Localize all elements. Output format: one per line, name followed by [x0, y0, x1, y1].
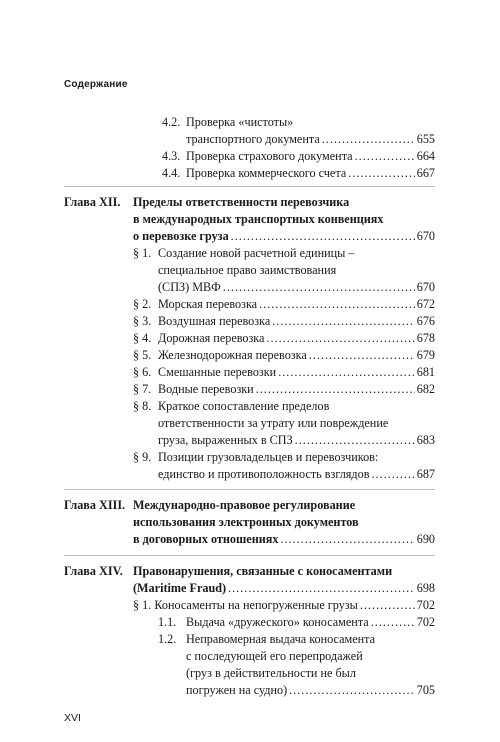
chapter-title: использования электронных документов [133, 515, 359, 529]
item-title: Проверка «чистоты» [186, 115, 294, 129]
item-title: погружен на судно) [186, 683, 288, 697]
page-number: 676 [416, 314, 435, 328]
chapter-title: Пределы ответственности перевозчика [133, 195, 350, 209]
leader-dots [266, 330, 414, 347]
section-title: специальное право заимствования [158, 263, 337, 277]
section-title: Смешанные перевозки [158, 365, 277, 379]
leader-dots [228, 580, 415, 597]
section-title: Дорожная перевозка [158, 331, 265, 345]
toc-entry[interactable] [158, 347, 435, 364]
leader-dots [371, 466, 414, 483]
item-title: (груз в действительности не был [186, 666, 356, 680]
toc-entry[interactable] [158, 466, 435, 483]
chapter-entry[interactable] [133, 228, 435, 245]
item-number: 4.4. [162, 166, 181, 180]
toc-entry[interactable] [133, 597, 435, 614]
section-title: Железнодорожная перевозка [158, 348, 307, 362]
item-number: 4.3. [162, 149, 181, 163]
leader-dots [256, 381, 415, 398]
chapter-entry[interactable] [133, 531, 435, 548]
item-number: 4.2. [162, 115, 181, 129]
item-title: транспортного документа [186, 132, 320, 146]
page-number: 655 [416, 132, 435, 146]
toc-entry[interactable] [158, 296, 435, 313]
section-number: § 4. [133, 331, 152, 345]
leader-dots [272, 313, 414, 330]
chapter-label: Глава XII. [64, 195, 121, 209]
toc-entry[interactable] [186, 165, 435, 182]
section-number: § 6. [133, 365, 152, 379]
section-number: § 9. [133, 450, 152, 464]
page-number: 690 [416, 532, 435, 546]
section-title: ответственности за утрату или повреждение [158, 416, 389, 430]
page-folio: XVI [64, 712, 81, 724]
chapter-title: в договорных отношениях [133, 532, 279, 546]
chapter-title: (Maritime Fraud) [133, 581, 227, 595]
toc-entry[interactable] [158, 364, 435, 381]
section-number: § 2. [133, 297, 152, 311]
leader-dots [259, 296, 415, 313]
chapter-title: Правонарушения, связанные с коносаментами [133, 564, 393, 578]
leader-dots [231, 228, 415, 245]
leader-dots [322, 131, 415, 148]
chapter-title: Международно-правовое регулирование [133, 498, 356, 512]
chapter-title: в международных транспортных конвенциях [133, 212, 384, 226]
page-number: 670 [416, 229, 435, 243]
page-number: 698 [416, 581, 435, 595]
section-title: Воздушная перевозка [158, 314, 271, 328]
section-divider [64, 489, 435, 490]
leader-dots [223, 279, 415, 296]
page-number: 678 [416, 331, 435, 345]
page-number: 683 [416, 433, 435, 447]
leader-dots [280, 531, 414, 548]
section-title: Создание новой расчетной единицы – [158, 246, 355, 260]
page-number: 705 [416, 683, 435, 697]
toc-entry[interactable] [158, 330, 435, 347]
toc-entry[interactable] [186, 148, 435, 165]
item-title: Выдача «дружеского» коносамента [186, 615, 369, 629]
page-number: 681 [416, 365, 435, 379]
section-title: Морская перевозка [158, 297, 258, 311]
section-title: единство и противоположность взглядов [158, 467, 370, 481]
section-number: § 7. [133, 382, 152, 396]
section-title: Позиции грузовладельцев и перевозчиков: [158, 450, 379, 464]
leader-dots [309, 347, 415, 364]
chapter-label: Глава XIV. [64, 564, 123, 578]
toc-entry[interactable] [186, 614, 435, 631]
toc-entry[interactable] [158, 432, 435, 449]
item-number: 1.1. [158, 615, 177, 629]
toc-entry[interactable] [158, 381, 435, 398]
page-number: 702 [416, 598, 435, 612]
running-head: Содержание [64, 79, 128, 90]
section-title: груза, выраженных в СПЗ [158, 433, 293, 447]
leader-dots [289, 682, 415, 699]
section-number: § 5. [133, 348, 152, 362]
chapter-entry[interactable] [133, 580, 435, 597]
section-number: § 3. [133, 314, 152, 328]
toc-entry[interactable] [186, 131, 435, 148]
page-number: 664 [416, 149, 435, 163]
section-divider [64, 186, 435, 187]
section-title: Водные перевозки [158, 382, 254, 396]
page-number: 672 [416, 297, 435, 311]
page-number: 682 [416, 382, 435, 396]
section-number: § 8. [133, 399, 152, 413]
page-number: 687 [416, 467, 435, 481]
page-number: 667 [416, 166, 435, 180]
item-title: Проверка страхового документа [186, 149, 353, 163]
section-number: § 1. [133, 246, 152, 260]
leader-dots [295, 432, 415, 449]
item-number: 1.2. [158, 632, 177, 646]
toc-entry[interactable] [158, 279, 435, 296]
chapter-label: Глава XIII. [64, 498, 126, 512]
toc-entry[interactable] [158, 313, 435, 330]
item-title: Проверка коммерческого счета [186, 166, 347, 180]
page-number: 679 [416, 348, 435, 362]
item-title: Неправомерная выдача коносамента [186, 632, 376, 646]
leader-dots [371, 614, 415, 631]
section-divider [64, 555, 435, 556]
chapter-title: о перевозке груза [133, 229, 229, 243]
toc-entry[interactable] [186, 682, 435, 699]
leader-dots [278, 364, 415, 381]
section-title: Краткое сопоставление пределов [158, 399, 330, 413]
section-title: (СПЗ) МВФ [158, 280, 221, 294]
leader-dots [355, 148, 415, 165]
leader-dots [348, 165, 414, 182]
item-title: с последующей его перепродажей [186, 649, 363, 663]
leader-dots [360, 597, 415, 614]
page-number: 670 [416, 280, 435, 294]
section-title: § 1. Коносаменты на непогруженные грузы [133, 598, 358, 612]
page-number: 702 [416, 615, 435, 629]
